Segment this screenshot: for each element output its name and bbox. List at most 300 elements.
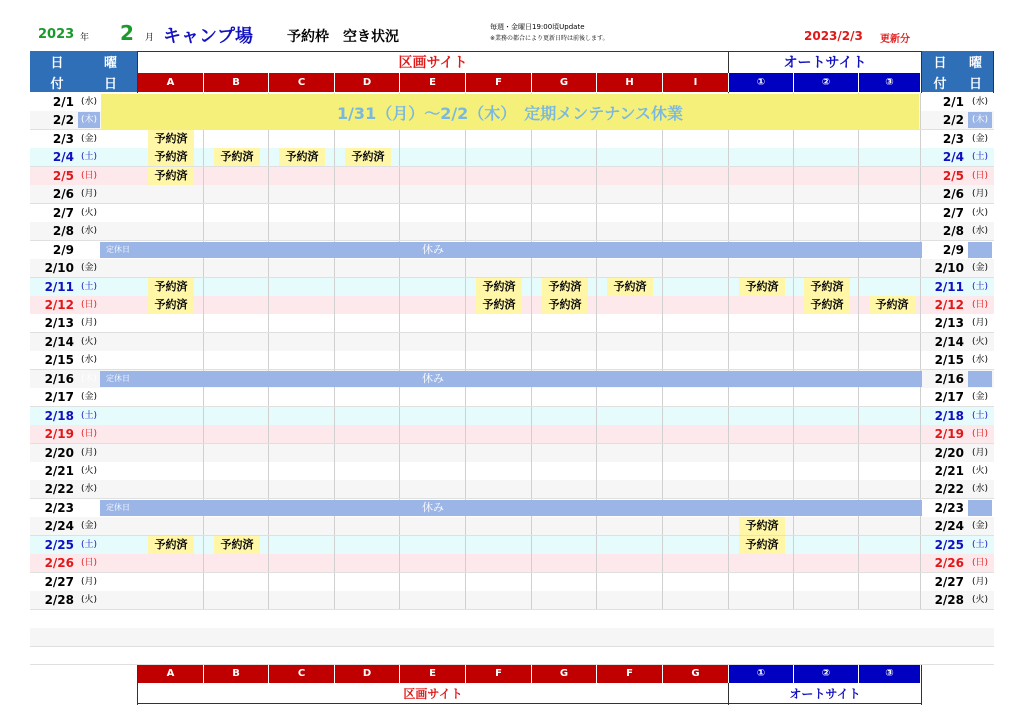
site-cell[interactable] (729, 333, 794, 351)
site-cell[interactable] (269, 480, 335, 498)
site-cell[interactable] (400, 296, 466, 314)
site-cell[interactable] (794, 351, 859, 369)
row-weekday-right: (金) (971, 392, 989, 402)
site-cell[interactable] (204, 167, 269, 185)
site-cell[interactable] (859, 259, 921, 277)
site-cell[interactable] (663, 388, 729, 406)
site-cell[interactable] (466, 480, 532, 498)
site-cell[interactable] (532, 480, 597, 498)
row-date-right: 2/1 (942, 95, 964, 109)
site-cell[interactable] (400, 148, 466, 166)
site-cell[interactable] (269, 591, 335, 609)
site-cell[interactable] (400, 185, 466, 203)
site-cell[interactable] (204, 296, 269, 314)
column-header-0: A (138, 73, 204, 92)
site-cell[interactable] (269, 573, 335, 591)
site-cell[interactable] (794, 222, 859, 240)
site-cell[interactable] (663, 130, 729, 148)
row-date: 2/28 (44, 593, 74, 607)
site-cell[interactable] (204, 425, 269, 443)
row-weekday: (土) (80, 411, 98, 421)
site-cell[interactable] (400, 591, 466, 609)
site-cell[interactable] (794, 462, 859, 480)
site-cell[interactable] (729, 259, 794, 277)
site-cell[interactable] (269, 462, 335, 480)
column-header-11: ③ (859, 73, 921, 92)
site-cell[interactable] (400, 554, 466, 572)
site-cell[interactable] (794, 167, 859, 185)
site-cell[interactable] (597, 388, 663, 406)
site-cell[interactable] (859, 536, 921, 554)
site-cell[interactable] (794, 259, 859, 277)
site-cell[interactable] (729, 462, 794, 480)
table-row (30, 407, 994, 426)
site-cell[interactable] (138, 204, 204, 222)
site-cell[interactable] (269, 517, 335, 535)
site-cell[interactable] (269, 130, 335, 148)
site-cell[interactable] (597, 462, 663, 480)
site-cell[interactable] (597, 296, 663, 314)
site-cell[interactable] (859, 351, 921, 369)
site-cell[interactable] (794, 573, 859, 591)
site-cell[interactable] (859, 444, 921, 462)
site-cell[interactable] (532, 444, 597, 462)
site-cell[interactable] (400, 167, 466, 185)
row-date: 2/7 (52, 206, 74, 220)
site-cell[interactable] (532, 591, 597, 609)
site-cell[interactable] (138, 388, 204, 406)
site-cell[interactable] (859, 573, 921, 591)
site-cell[interactable] (729, 185, 794, 203)
site-cell[interactable] (859, 517, 921, 535)
table-row (30, 278, 994, 297)
site-cell[interactable] (335, 130, 400, 148)
site-cell[interactable] (466, 148, 532, 166)
site-cell[interactable] (794, 591, 859, 609)
date-header-top: 日 (30, 51, 84, 72)
right-weekday-header-top: 曜 (958, 51, 993, 72)
site-cell[interactable] (204, 554, 269, 572)
site-cell[interactable] (532, 388, 597, 406)
site-cell[interactable] (400, 388, 466, 406)
date-header-bottom: 付 (30, 72, 84, 92)
site-cell[interactable] (532, 148, 597, 166)
site-cell[interactable] (859, 130, 921, 148)
rest-bar-right (968, 500, 992, 516)
reserved-mark: 予約済 (739, 536, 785, 554)
site-cell[interactable] (138, 573, 204, 591)
site-cell[interactable] (859, 185, 921, 203)
closed-day-label: 定休日 (106, 503, 130, 512)
site-cell[interactable] (663, 480, 729, 498)
site-cell[interactable] (663, 296, 729, 314)
site-cell[interactable] (532, 259, 597, 277)
site-cell[interactable] (400, 480, 466, 498)
site-cell[interactable] (400, 444, 466, 462)
site-cell[interactable] (466, 425, 532, 443)
site-cell[interactable] (400, 333, 466, 351)
site-cell[interactable] (466, 222, 532, 240)
site-cell[interactable] (466, 204, 532, 222)
site-cell[interactable] (335, 444, 400, 462)
site-cell[interactable] (729, 314, 794, 332)
site-cell[interactable] (729, 554, 794, 572)
site-cell[interactable] (138, 259, 204, 277)
site-cell[interactable] (138, 351, 204, 369)
site-cell[interactable] (335, 573, 400, 591)
row-date: 2/22 (44, 482, 74, 496)
site-cell[interactable] (466, 167, 532, 185)
site-cell[interactable] (335, 462, 400, 480)
site-cell[interactable] (335, 167, 400, 185)
site-cell[interactable] (138, 425, 204, 443)
site-cell[interactable] (466, 591, 532, 609)
site-cell[interactable] (794, 130, 859, 148)
site-cell[interactable] (859, 480, 921, 498)
site-cell[interactable] (204, 278, 269, 296)
site-cell[interactable] (204, 204, 269, 222)
site-cell[interactable] (663, 573, 729, 591)
site-cell[interactable] (532, 130, 597, 148)
site-cell[interactable] (532, 517, 597, 535)
reserved-mark: 予約済 (804, 296, 850, 314)
site-cell[interactable] (138, 462, 204, 480)
site-cell[interactable] (794, 388, 859, 406)
site-cell[interactable] (400, 573, 466, 591)
site-cell[interactable] (138, 185, 204, 203)
site-cell[interactable] (597, 536, 663, 554)
site-cell[interactable] (204, 314, 269, 332)
site-cell[interactable] (269, 554, 335, 572)
site-cell[interactable] (729, 480, 794, 498)
site-cell[interactable] (859, 388, 921, 406)
site-cell[interactable] (794, 333, 859, 351)
row-date: 2/8 (52, 224, 74, 238)
site-cell[interactable] (663, 333, 729, 351)
row-date-right: 2/2 (942, 113, 964, 127)
site-cell[interactable] (335, 204, 400, 222)
site-cell[interactable] (532, 425, 597, 443)
site-cell[interactable] (269, 222, 335, 240)
site-cell[interactable] (138, 480, 204, 498)
site-cell[interactable] (794, 148, 859, 166)
site-cell[interactable] (859, 425, 921, 443)
site-cell[interactable] (532, 462, 597, 480)
site-cell[interactable] (269, 444, 335, 462)
site-cell[interactable] (335, 314, 400, 332)
site-cell[interactable] (532, 314, 597, 332)
site-cell[interactable] (794, 185, 859, 203)
site-cell[interactable] (138, 407, 204, 425)
site-cell[interactable] (335, 480, 400, 498)
site-cell[interactable] (663, 185, 729, 203)
site-cell[interactable] (729, 351, 794, 369)
site-cell[interactable] (597, 573, 663, 591)
column-footer-10: ② (794, 664, 859, 683)
site-cell[interactable] (400, 222, 466, 240)
site-cell[interactable] (532, 185, 597, 203)
site-cell[interactable] (204, 333, 269, 351)
row-date: 2/6 (52, 187, 74, 201)
site-cell[interactable] (729, 407, 794, 425)
site-cell[interactable] (729, 222, 794, 240)
site-cell[interactable] (335, 388, 400, 406)
site-cell[interactable] (532, 204, 597, 222)
site-cell[interactable] (269, 167, 335, 185)
table-row (30, 444, 994, 463)
site-cell[interactable] (269, 296, 335, 314)
site-cell[interactable] (335, 407, 400, 425)
site-cell[interactable] (335, 425, 400, 443)
table-row (30, 204, 994, 223)
site-cell[interactable] (729, 388, 794, 406)
row-weekday: (金) (80, 263, 98, 273)
site-cell[interactable] (663, 222, 729, 240)
site-cell[interactable] (335, 333, 400, 351)
site-cell[interactable] (663, 148, 729, 166)
site-cell[interactable] (335, 259, 400, 277)
site-cell[interactable] (597, 148, 663, 166)
site-cell[interactable] (204, 444, 269, 462)
empty-row (30, 628, 994, 647)
site-cell[interactable] (269, 425, 335, 443)
site-cell[interactable] (597, 351, 663, 369)
site-cell[interactable] (663, 444, 729, 462)
site-cell[interactable] (204, 222, 269, 240)
site-cell[interactable] (532, 573, 597, 591)
site-cell[interactable] (597, 333, 663, 351)
site-cell[interactable] (466, 554, 532, 572)
site-cell[interactable] (729, 204, 794, 222)
right-date-header-bottom: 付 (922, 72, 958, 92)
site-cell[interactable] (859, 554, 921, 572)
site-cell[interactable] (663, 407, 729, 425)
site-cell[interactable] (597, 204, 663, 222)
site-cell[interactable] (138, 517, 204, 535)
site-cell[interactable] (400, 407, 466, 425)
reserved-mark: 予約済 (214, 536, 260, 554)
site-cell[interactable] (400, 204, 466, 222)
site-cell[interactable] (597, 167, 663, 185)
site-cell[interactable] (138, 333, 204, 351)
site-cell[interactable] (204, 517, 269, 535)
site-cell[interactable] (400, 462, 466, 480)
site-cell[interactable] (663, 517, 729, 535)
site-cell[interactable] (400, 130, 466, 148)
empty-row (30, 610, 994, 629)
site-cell[interactable] (597, 591, 663, 609)
site-cell[interactable] (269, 388, 335, 406)
site-cell[interactable] (400, 259, 466, 277)
site-cell[interactable] (597, 425, 663, 443)
site-cell[interactable] (859, 462, 921, 480)
site-cell[interactable] (859, 314, 921, 332)
site-cell[interactable] (335, 185, 400, 203)
site-cell[interactable] (400, 517, 466, 535)
site-cell[interactable] (794, 444, 859, 462)
row-date-right: 2/14 (934, 335, 964, 349)
site-cell[interactable] (794, 407, 859, 425)
site-cell[interactable] (269, 536, 335, 554)
site-cell[interactable] (597, 185, 663, 203)
site-cell[interactable] (663, 351, 729, 369)
site-cell[interactable] (335, 517, 400, 535)
site-cell[interactable] (794, 554, 859, 572)
site-cell[interactable] (663, 167, 729, 185)
site-cell[interactable] (204, 185, 269, 203)
site-cell[interactable] (532, 536, 597, 554)
site-cell[interactable] (269, 351, 335, 369)
column-header-3: D (335, 73, 400, 92)
row-weekday-right: (土) (971, 540, 989, 550)
site-cell[interactable] (466, 462, 532, 480)
site-cell[interactable] (400, 536, 466, 554)
site-cell[interactable] (597, 554, 663, 572)
site-cell[interactable] (729, 444, 794, 462)
site-cell[interactable] (794, 204, 859, 222)
site-cell[interactable] (597, 480, 663, 498)
site-cell[interactable] (859, 148, 921, 166)
row-weekday: (月) (80, 318, 98, 328)
site-cell[interactable] (138, 554, 204, 572)
site-cell[interactable] (335, 222, 400, 240)
site-cell[interactable] (204, 130, 269, 148)
row-date-right: 2/9 (942, 243, 964, 257)
row-weekday: (日) (80, 171, 98, 181)
site-cell[interactable] (335, 296, 400, 314)
site-cell[interactable] (466, 333, 532, 351)
site-cell[interactable] (204, 480, 269, 498)
site-cell[interactable] (138, 222, 204, 240)
month: 2 (120, 21, 134, 45)
site-cell[interactable] (859, 333, 921, 351)
site-cell[interactable] (794, 517, 859, 535)
row-weekday-right: (土) (971, 411, 989, 421)
site-cell[interactable] (859, 204, 921, 222)
site-cell[interactable] (794, 314, 859, 332)
site-cell[interactable] (204, 591, 269, 609)
site-cell[interactable] (859, 407, 921, 425)
site-cell[interactable] (466, 314, 532, 332)
site-cell[interactable] (859, 167, 921, 185)
site-cell[interactable] (532, 351, 597, 369)
site-cell[interactable] (269, 278, 335, 296)
site-cell[interactable] (663, 536, 729, 554)
site-cell[interactable] (532, 407, 597, 425)
site-cell[interactable] (335, 554, 400, 572)
site-cell[interactable] (335, 536, 400, 554)
row-date: 2/24 (44, 519, 74, 533)
site-cell[interactable] (729, 130, 794, 148)
site-cell[interactable] (466, 259, 532, 277)
site-cell[interactable] (663, 425, 729, 443)
site-cell[interactable] (597, 222, 663, 240)
site-cell[interactable] (729, 148, 794, 166)
site-cell[interactable] (400, 351, 466, 369)
site-cell[interactable] (729, 573, 794, 591)
site-cell[interactable] (532, 222, 597, 240)
site-cell[interactable] (269, 204, 335, 222)
site-cell[interactable] (663, 554, 729, 572)
weekday-header-bottom: 日 (84, 72, 137, 92)
site-cell[interactable] (466, 444, 532, 462)
site-cell[interactable] (597, 314, 663, 332)
site-cell[interactable] (335, 591, 400, 609)
row-date-right: 2/3 (942, 132, 964, 146)
site-cell[interactable] (466, 536, 532, 554)
site-cell[interactable] (663, 259, 729, 277)
site-cell[interactable] (466, 517, 532, 535)
site-cell[interactable] (532, 554, 597, 572)
site-cell[interactable] (400, 278, 466, 296)
table-row (30, 148, 994, 167)
site-cell[interactable] (597, 407, 663, 425)
site-cell[interactable] (663, 314, 729, 332)
section-auto-footer: オートサイト (729, 683, 921, 704)
site-cell[interactable] (335, 351, 400, 369)
site-cell[interactable] (663, 278, 729, 296)
row-weekday: (土) (80, 282, 98, 292)
site-cell[interactable] (859, 222, 921, 240)
site-cell[interactable] (269, 185, 335, 203)
site-cell[interactable] (138, 314, 204, 332)
site-cell[interactable] (466, 351, 532, 369)
site-cell[interactable] (729, 167, 794, 185)
site-cell[interactable] (204, 462, 269, 480)
site-cell[interactable] (400, 425, 466, 443)
site-cell[interactable] (729, 296, 794, 314)
site-cell[interactable] (269, 333, 335, 351)
site-cell[interactable] (466, 573, 532, 591)
site-cell[interactable] (663, 591, 729, 609)
site-cell[interactable] (204, 407, 269, 425)
site-cell[interactable] (204, 388, 269, 406)
site-cell[interactable] (466, 407, 532, 425)
site-cell[interactable] (466, 185, 532, 203)
site-cell[interactable] (532, 167, 597, 185)
site-cell[interactable] (597, 259, 663, 277)
row-date-right: 2/16 (934, 372, 964, 386)
site-cell[interactable] (794, 536, 859, 554)
site-cell[interactable] (663, 462, 729, 480)
site-cell[interactable] (204, 351, 269, 369)
site-cell[interactable] (204, 259, 269, 277)
closed-day-label: 定休日 (106, 374, 130, 383)
site-cell[interactable] (335, 278, 400, 296)
site-cell[interactable] (729, 591, 794, 609)
site-cell[interactable] (597, 517, 663, 535)
site-cell[interactable] (466, 388, 532, 406)
site-cell[interactable] (138, 591, 204, 609)
site-cell[interactable] (269, 259, 335, 277)
site-cell[interactable] (597, 444, 663, 462)
site-cell[interactable] (532, 333, 597, 351)
site-cell[interactable] (663, 204, 729, 222)
site-cell[interactable] (859, 278, 921, 296)
site-cell[interactable] (597, 130, 663, 148)
site-cell[interactable] (269, 314, 335, 332)
site-cell[interactable] (138, 444, 204, 462)
site-cell[interactable] (204, 573, 269, 591)
rest-bar-right (968, 371, 992, 387)
site-cell[interactable] (794, 480, 859, 498)
site-cell[interactable] (466, 130, 532, 148)
site-cell[interactable] (794, 425, 859, 443)
site-cell[interactable] (859, 591, 921, 609)
site-cell[interactable] (729, 425, 794, 443)
site-cell[interactable] (400, 314, 466, 332)
site-cell[interactable] (269, 407, 335, 425)
